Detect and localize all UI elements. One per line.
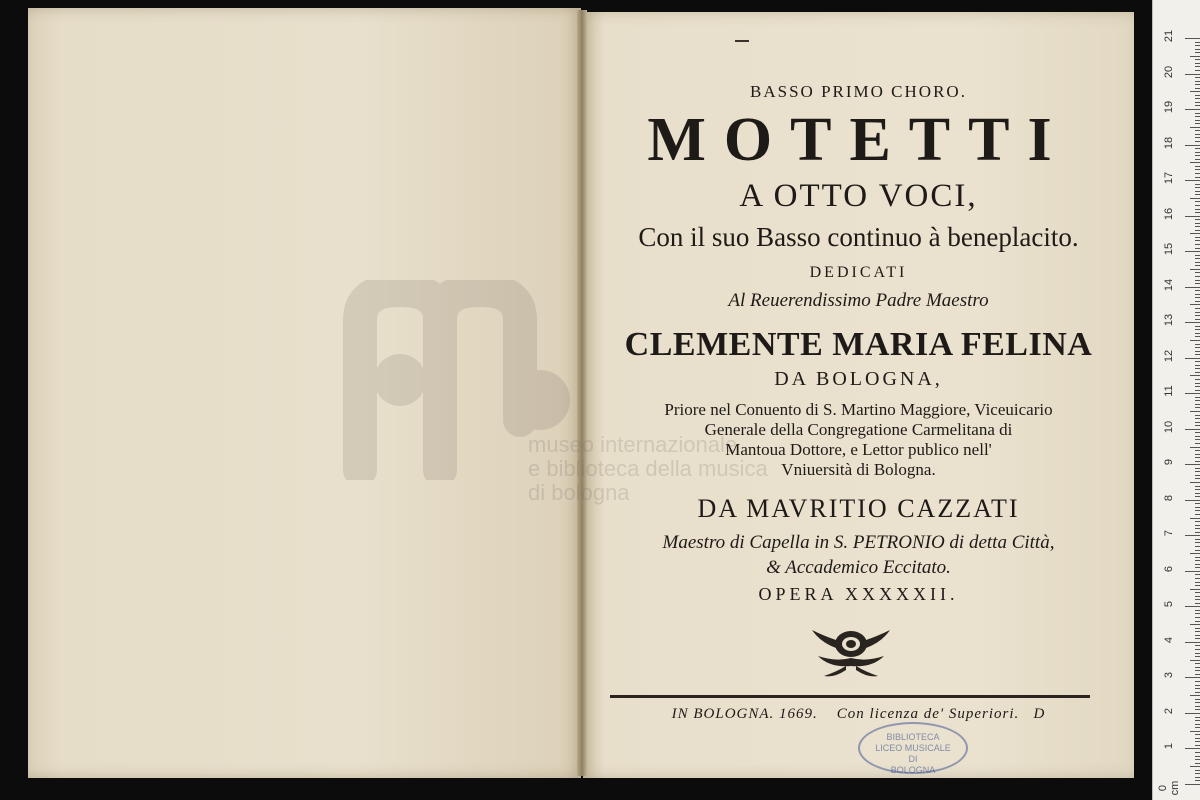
ruler-number: 16 xyxy=(1163,207,1175,220)
ruler-tick xyxy=(1195,542,1200,543)
ruler-tick xyxy=(1185,145,1200,146)
ruler-tick xyxy=(1195,663,1200,664)
ruler-number: 10 xyxy=(1163,420,1175,433)
ruler-tick xyxy=(1195,461,1200,462)
ruler-tick xyxy=(1195,692,1200,693)
ruler-tick xyxy=(1195,116,1200,117)
ruler-tick xyxy=(1185,109,1200,110)
ruler-tick xyxy=(1195,240,1200,241)
ruler-tick xyxy=(1195,265,1200,266)
ruler-tick xyxy=(1195,283,1200,284)
imprint-rule xyxy=(610,695,1090,698)
ruler-tick xyxy=(1190,482,1200,483)
ruler-tick xyxy=(1195,596,1200,597)
ruler-tick xyxy=(1195,645,1200,646)
ruler-tick xyxy=(1190,233,1200,234)
composer-role: Maestro di Capella in S. PETRONIO di detta Città, xyxy=(662,532,1055,553)
ruler-number: 15 xyxy=(1163,243,1175,256)
ruler-tick xyxy=(1195,223,1200,224)
ruler-tick xyxy=(1195,383,1200,384)
ruler-tick xyxy=(1195,301,1200,302)
ruler-tick xyxy=(1190,624,1200,625)
ruler-tick xyxy=(1195,152,1200,153)
ruler-tick xyxy=(1195,333,1200,334)
ruler-tick xyxy=(1195,102,1200,103)
ruler-tick xyxy=(1195,201,1200,202)
ruler-tick xyxy=(1195,105,1200,106)
ruler-tick xyxy=(1195,194,1200,195)
dedication-address: Al Reuerendissimo Padre Maestro xyxy=(728,290,989,311)
ruler-tick xyxy=(1185,642,1200,643)
main-title: MOTETTI xyxy=(647,106,1070,174)
ruler-tick xyxy=(1195,582,1200,583)
ruler-number: 13 xyxy=(1163,314,1175,327)
ruler-tick xyxy=(1195,272,1200,273)
ruler-tick xyxy=(1195,354,1200,355)
ruler-tick xyxy=(1195,212,1200,213)
ruler-tick xyxy=(1195,560,1200,561)
ruler-tick xyxy=(1190,411,1200,412)
ruler-tick xyxy=(1195,88,1200,89)
ruler-tick xyxy=(1195,155,1200,156)
ruler-tick xyxy=(1195,628,1200,629)
ruler-tick xyxy=(1190,56,1200,57)
ruler-tick xyxy=(1195,514,1200,515)
ruler-tick xyxy=(1195,592,1200,593)
dedicatee-role-line: Mantoua Dottore, e Lettor publico nell' xyxy=(725,440,992,459)
ruler-tick xyxy=(1195,699,1200,700)
ruler-tick xyxy=(1190,269,1200,270)
ruler-tick xyxy=(1185,677,1200,678)
ruler-tick xyxy=(1195,656,1200,657)
ruler-tick xyxy=(1195,475,1200,476)
ruler-tick xyxy=(1195,510,1200,511)
ruler-tick xyxy=(1195,407,1200,408)
ruler-number: 20 xyxy=(1163,65,1175,78)
ruler-tick xyxy=(1195,177,1200,178)
ruler-tick xyxy=(1195,226,1200,227)
ruler-tick xyxy=(1195,248,1200,249)
ruler-tick xyxy=(1185,358,1200,359)
ruler-tick xyxy=(1195,670,1200,671)
ruler-tick xyxy=(1195,503,1200,504)
ruler-tick xyxy=(1195,120,1200,121)
ruler-tick xyxy=(1195,653,1200,654)
ruler-tick xyxy=(1185,74,1200,75)
ruler-tick xyxy=(1195,443,1200,444)
ruler-tick xyxy=(1195,315,1200,316)
ruler-tick xyxy=(1195,685,1200,686)
ruler-tick xyxy=(1195,727,1200,728)
ruler-tick xyxy=(1190,553,1200,554)
ruler-tick xyxy=(1185,287,1200,288)
ruler-tick xyxy=(1195,649,1200,650)
ruler-tick xyxy=(1190,375,1200,376)
ruler-tick xyxy=(1195,95,1200,96)
ruler-tick xyxy=(1195,603,1200,604)
ruler-tick xyxy=(1195,599,1200,600)
library-stamp xyxy=(858,722,968,774)
ruler-tick xyxy=(1195,578,1200,579)
ruler-tick xyxy=(1195,635,1200,636)
ruler-tick xyxy=(1195,297,1200,298)
basso-continuo-line: Con il suo Basso continuo à beneplacito. xyxy=(638,222,1079,252)
stamp-line: BOLOGNA xyxy=(890,765,936,775)
ruler-number: 8 xyxy=(1163,494,1175,501)
ruler-tick xyxy=(1195,610,1200,611)
ruler-tick xyxy=(1185,393,1200,394)
ruler-number: 4 xyxy=(1163,636,1175,643)
ruler-tick xyxy=(1195,347,1200,348)
ruler-tick xyxy=(1195,237,1200,238)
ruler-tick xyxy=(1190,340,1200,341)
choir-label: BASSO PRIMO CHORO. xyxy=(750,82,967,101)
ruler-tick xyxy=(1195,187,1200,188)
ruler-tick xyxy=(1195,422,1200,423)
ruler-tick xyxy=(1195,450,1200,451)
ruler-tick xyxy=(1195,326,1200,327)
ruler-tick xyxy=(1195,308,1200,309)
ruler-tick xyxy=(1195,756,1200,757)
ruler-tick xyxy=(1190,695,1200,696)
ruler-tick xyxy=(1195,613,1200,614)
ruler-tick xyxy=(1195,294,1200,295)
ruler-tick xyxy=(1195,404,1200,405)
ruler-tick xyxy=(1195,141,1200,142)
ruler-number: 12 xyxy=(1163,349,1175,362)
ruler-tick xyxy=(1195,49,1200,50)
ruler-tick xyxy=(1195,702,1200,703)
ruler-tick xyxy=(1195,631,1200,632)
ruler-tick xyxy=(1195,770,1200,771)
ruler-tick xyxy=(1195,365,1200,366)
ruler-tick xyxy=(1195,169,1200,170)
ruler-tick xyxy=(1190,660,1200,661)
ruler-tick xyxy=(1195,290,1200,291)
ruler-tick xyxy=(1195,209,1200,210)
ruler-tick xyxy=(1195,780,1200,781)
ruler-tick xyxy=(1195,77,1200,78)
ruler-tick xyxy=(1195,166,1200,167)
measurement-ruler xyxy=(1152,0,1200,800)
ruler-tick xyxy=(1195,432,1200,433)
ruler-tick xyxy=(1185,180,1200,181)
header-mark xyxy=(735,40,749,42)
stamp-line: LICEO MUSICALE xyxy=(875,743,951,753)
ruler-tick xyxy=(1195,468,1200,469)
stamp-line: BIBLIOTECA xyxy=(886,732,940,742)
ruler-tick xyxy=(1195,471,1200,472)
ruler-tick xyxy=(1195,759,1200,760)
ruler-tick xyxy=(1195,493,1200,494)
ruler-tick xyxy=(1190,162,1200,163)
dedicatee-name: CLEMENTE MARIA FELINA xyxy=(624,326,1093,363)
ruler-tick xyxy=(1185,748,1200,749)
ruler-tick xyxy=(1185,251,1200,252)
ruler-tick xyxy=(1195,336,1200,337)
ruler-tick xyxy=(1195,219,1200,220)
ruler-tick xyxy=(1195,81,1200,82)
ruler-tick xyxy=(1195,134,1200,135)
ruler-tick xyxy=(1195,745,1200,746)
ruler-tick xyxy=(1195,173,1200,174)
ruler-tick xyxy=(1195,681,1200,682)
ruler-tick xyxy=(1190,518,1200,519)
ruler-tick xyxy=(1195,773,1200,774)
ruler-tick xyxy=(1195,496,1200,497)
ruler-tick xyxy=(1195,52,1200,53)
ruler-tick xyxy=(1195,478,1200,479)
ruler-number: 6 xyxy=(1163,565,1175,572)
ruler-tick xyxy=(1195,436,1200,437)
dedicatee-role-line: Generale della Congregatione Carmelitana di xyxy=(704,420,1013,439)
ruler-tick xyxy=(1195,372,1200,373)
ruler-tick xyxy=(1185,571,1200,572)
opus-number: OPERA XXXXXII. xyxy=(758,584,959,604)
ruler-tick xyxy=(1195,528,1200,529)
ruler-tick xyxy=(1195,262,1200,263)
ruler-tick xyxy=(1190,589,1200,590)
ruler-tick xyxy=(1195,621,1200,622)
ruler-tick xyxy=(1195,386,1200,387)
ruler-tick xyxy=(1185,784,1200,785)
ruler-tick xyxy=(1190,447,1200,448)
ruler-tick xyxy=(1195,184,1200,185)
ruler-tick xyxy=(1195,319,1200,320)
ruler-number: 11 xyxy=(1163,385,1175,397)
ruler-tick xyxy=(1195,98,1200,99)
ruler-tick xyxy=(1195,489,1200,490)
ruler-tick xyxy=(1195,574,1200,575)
ruler-tick xyxy=(1185,500,1200,501)
ruler-tick xyxy=(1195,159,1200,160)
ruler-tick xyxy=(1195,255,1200,256)
ruler-tick xyxy=(1185,535,1200,536)
ruler-tick xyxy=(1195,734,1200,735)
ruler-tick xyxy=(1195,344,1200,345)
ruler-tick xyxy=(1195,567,1200,568)
flower-ornament-icon xyxy=(806,622,896,682)
dedication-heading: DEDICATI xyxy=(809,264,908,281)
ruler-tick xyxy=(1195,351,1200,352)
ruler-tick xyxy=(1195,280,1200,281)
ruler-tick xyxy=(1195,368,1200,369)
ruler-number: 3 xyxy=(1163,672,1175,679)
ruler-tick xyxy=(1195,400,1200,401)
ruler-tick xyxy=(1195,45,1200,46)
ruler-tick xyxy=(1185,216,1200,217)
ruler-tick xyxy=(1195,415,1200,416)
ruler-tick xyxy=(1195,752,1200,753)
ruler-tick xyxy=(1195,123,1200,124)
ruler-tick xyxy=(1195,674,1200,675)
ruler-tick xyxy=(1195,617,1200,618)
ruler-number: 21 xyxy=(1163,29,1175,43)
imprint-line: IN BOLOGNA. 1669. Con licenza de' Superiori. D xyxy=(671,706,1046,722)
ruler-number: 1 xyxy=(1163,743,1175,750)
ruler-tick xyxy=(1195,148,1200,149)
ruler-tick xyxy=(1195,706,1200,707)
ruler-tick xyxy=(1195,191,1200,192)
dedicatee-role-line: Vniuersità di Bologna. xyxy=(781,460,936,479)
ruler-tick xyxy=(1195,66,1200,67)
ruler-tick xyxy=(1185,322,1200,323)
ruler-tick xyxy=(1185,713,1200,714)
ruler-tick xyxy=(1195,244,1200,245)
subtitle: A OTTO VOCI, xyxy=(739,178,978,214)
ruler-tick xyxy=(1195,667,1200,668)
ruler-tick xyxy=(1190,91,1200,92)
ruler-tick xyxy=(1195,276,1200,277)
ruler-number: 17 xyxy=(1163,171,1175,185)
ruler-tick xyxy=(1195,63,1200,64)
stamp-line: DI xyxy=(908,754,918,764)
ruler-tick xyxy=(1195,738,1200,739)
ruler-tick xyxy=(1195,550,1200,551)
ruler-tick xyxy=(1195,525,1200,526)
ruler-tick xyxy=(1185,429,1200,430)
ruler-number: 0 cm xyxy=(1157,780,1181,796)
ruler-number: 7 xyxy=(1163,530,1175,537)
ruler-tick xyxy=(1195,564,1200,565)
ruler-tick xyxy=(1195,454,1200,455)
dedicatee-role-line: Priore nel Conuento di S. Martino Maggiore, Viceuicario xyxy=(664,400,1053,419)
ruler-tick xyxy=(1195,724,1200,725)
ruler-tick xyxy=(1195,486,1200,487)
ruler-tick xyxy=(1195,329,1200,330)
ruler-tick xyxy=(1195,84,1200,85)
ruler-tick xyxy=(1195,439,1200,440)
dedicatee-origin: DA BOLOGNA, xyxy=(774,368,943,390)
ruler-tick xyxy=(1185,464,1200,465)
ruler-tick xyxy=(1190,304,1200,305)
ruler-tick xyxy=(1195,521,1200,522)
ruler-tick xyxy=(1190,731,1200,732)
composer-name: DA MAVRITIO CAZZATI xyxy=(697,494,1020,523)
ruler-tick xyxy=(1195,42,1200,43)
ruler-tick xyxy=(1190,198,1200,199)
ruler-tick xyxy=(1195,763,1200,764)
watermark-line: di bologna xyxy=(528,480,630,505)
ruler-number: 5 xyxy=(1163,601,1175,608)
ruler-number: 2 xyxy=(1163,707,1175,714)
ruler-tick xyxy=(1195,638,1200,639)
ruler-tick xyxy=(1195,717,1200,718)
watermark-line: e biblioteca della musica xyxy=(528,456,768,481)
ruler-tick xyxy=(1195,230,1200,231)
ruler-tick xyxy=(1195,507,1200,508)
ruler-tick xyxy=(1195,777,1200,778)
ruler-tick xyxy=(1195,741,1200,742)
ruler-tick xyxy=(1195,59,1200,60)
ruler-tick xyxy=(1195,709,1200,710)
ruler-tick xyxy=(1195,425,1200,426)
ruler-tick xyxy=(1195,688,1200,689)
ruler-tick xyxy=(1195,361,1200,362)
ruler-tick xyxy=(1190,127,1200,128)
ruler-tick xyxy=(1195,130,1200,131)
ruler-tick xyxy=(1195,205,1200,206)
ruler-tick xyxy=(1195,720,1200,721)
ruler-tick xyxy=(1185,606,1200,607)
ruler-tick xyxy=(1185,38,1200,39)
ruler-tick xyxy=(1195,137,1200,138)
ruler-tick xyxy=(1195,557,1200,558)
ruler-tick xyxy=(1195,113,1200,114)
ruler-tick xyxy=(1195,457,1200,458)
watermark-line: museo internazionale xyxy=(528,432,738,457)
ruler-tick xyxy=(1195,379,1200,380)
ruler-tick xyxy=(1195,546,1200,547)
composer-role: & Accademico Eccitato. xyxy=(766,557,951,578)
ruler-tick xyxy=(1195,397,1200,398)
ruler-tick xyxy=(1195,585,1200,586)
ruler-tick xyxy=(1195,418,1200,419)
ruler-tick xyxy=(1195,390,1200,391)
ruler-tick xyxy=(1195,539,1200,540)
ruler-number: 14 xyxy=(1163,278,1175,291)
ruler-number: 9 xyxy=(1163,459,1175,466)
ruler-tick xyxy=(1190,766,1200,767)
ruler-tick xyxy=(1195,258,1200,259)
ruler-number: 19 xyxy=(1163,100,1175,114)
ruler-tick xyxy=(1195,70,1200,71)
ruler-tick xyxy=(1195,312,1200,313)
ruler-number: 18 xyxy=(1163,136,1175,149)
ruler-tick xyxy=(1195,532,1200,533)
